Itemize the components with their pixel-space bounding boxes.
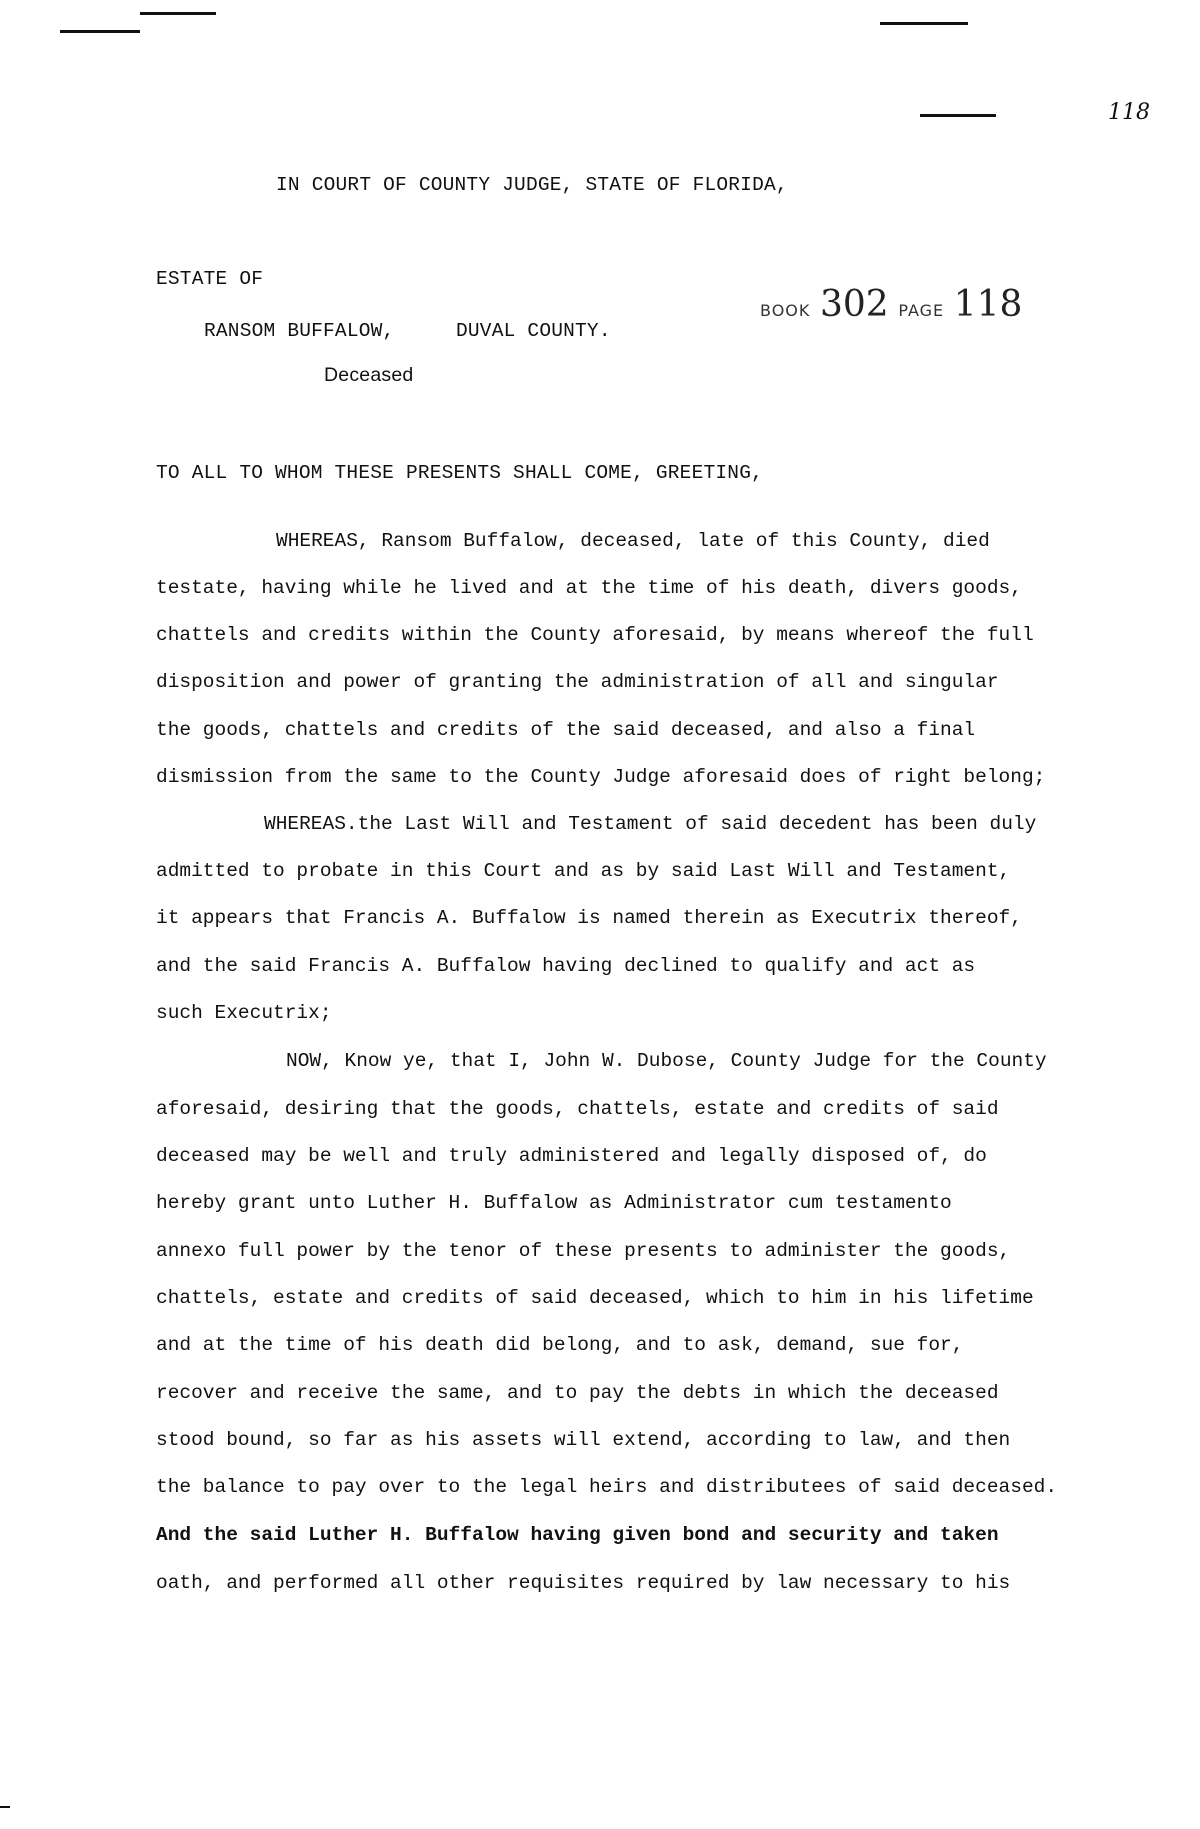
body-line: dismission from the same to the County Judge aforesaid does of right belong; xyxy=(156,766,1046,788)
county-label: DUVAL COUNTY. xyxy=(456,320,611,342)
scan-mark-top-left xyxy=(60,30,140,33)
scan-mark-top-right xyxy=(880,22,968,25)
body-line: stood bound, so far as his assets will extend, according to law, and then xyxy=(156,1429,1011,1451)
scan-mark-top-left-2 xyxy=(140,12,216,15)
body-line: recover and receive the same, and to pay the debts in which the deceased xyxy=(156,1382,999,1404)
handwritten-page-number: 118 xyxy=(1108,100,1150,125)
body-line: and the said Francis A. Buffalow having declined to qualify and act as xyxy=(156,955,976,977)
stamp-page-number: 118 xyxy=(953,284,1023,325)
body-line: such Executrix; xyxy=(156,1002,332,1024)
scan-mark-bottom-left xyxy=(0,1806,10,1808)
body-line: And the said Luther H. Buffalow having given bond and security and taken xyxy=(156,1524,999,1546)
body-line: oath, and performed all other requisites required by law necessary to his xyxy=(156,1572,1011,1594)
body-line: and at the time of his death did belong, and to ask, demand, sue for, xyxy=(156,1334,964,1356)
page-label: PAGE xyxy=(898,301,945,320)
decedent-name: RANSOM BUFFALOW, xyxy=(204,320,395,342)
estate-label: ESTATE OF xyxy=(156,268,264,290)
body-line: chattels and credits within the County aforesaid, by means whereof the full xyxy=(156,624,1034,646)
scan-mark-right-rule xyxy=(920,114,996,117)
court-header: IN COURT OF COUNTY JUDGE, STATE OF FLORIDA, xyxy=(276,174,788,196)
deceased-label: Deceased xyxy=(324,364,414,386)
body-line: admitted to probate in this Court and as by said Last Will and Testament, xyxy=(156,860,1011,882)
body-line: hereby grant unto Luther H. Buffalow as Administrator cum testamento xyxy=(156,1192,952,1214)
book-label: BOOK xyxy=(760,301,811,320)
body-line: WHEREAS.the Last Will and Testament of said decedent has been duly xyxy=(264,813,1037,835)
body-line: NOW, Know ye, that I, John W. Dubose, County Judge for the County xyxy=(286,1050,1047,1072)
body-line: deceased may be well and truly administered and legally disposed of, do xyxy=(156,1145,987,1167)
body-line: disposition and power of granting the administration of all and singular xyxy=(156,671,999,693)
book-page-stamp xyxy=(760,284,1022,325)
body-line: testate, having while he lived and at the time of his death, divers goods, xyxy=(156,577,1022,599)
body-line: annexo full power by the tenor of these presents to administer the goods, xyxy=(156,1240,1011,1262)
body-line: the goods, chattels and credits of the said deceased, and also a final xyxy=(156,719,976,741)
body-line: WHEREAS, Ransom Buffalow, deceased, late of this County, died xyxy=(276,530,990,552)
body-line: the balance to pay over to the legal heirs and distributees of said deceased. xyxy=(156,1476,1058,1498)
body-line: aforesaid, desiring that the goods, chattels, estate and credits of said xyxy=(156,1098,999,1120)
book-number: 302 xyxy=(819,284,889,325)
greeting-line: TO ALL TO WHOM THESE PRESENTS SHALL COME, GREETING, xyxy=(156,462,763,484)
body-line: it appears that Francis A. Buffalow is named therein as Executrix thereof, xyxy=(156,907,1022,929)
body-line: chattels, estate and credits of said deceased, which to him in his lifetime xyxy=(156,1287,1034,1309)
